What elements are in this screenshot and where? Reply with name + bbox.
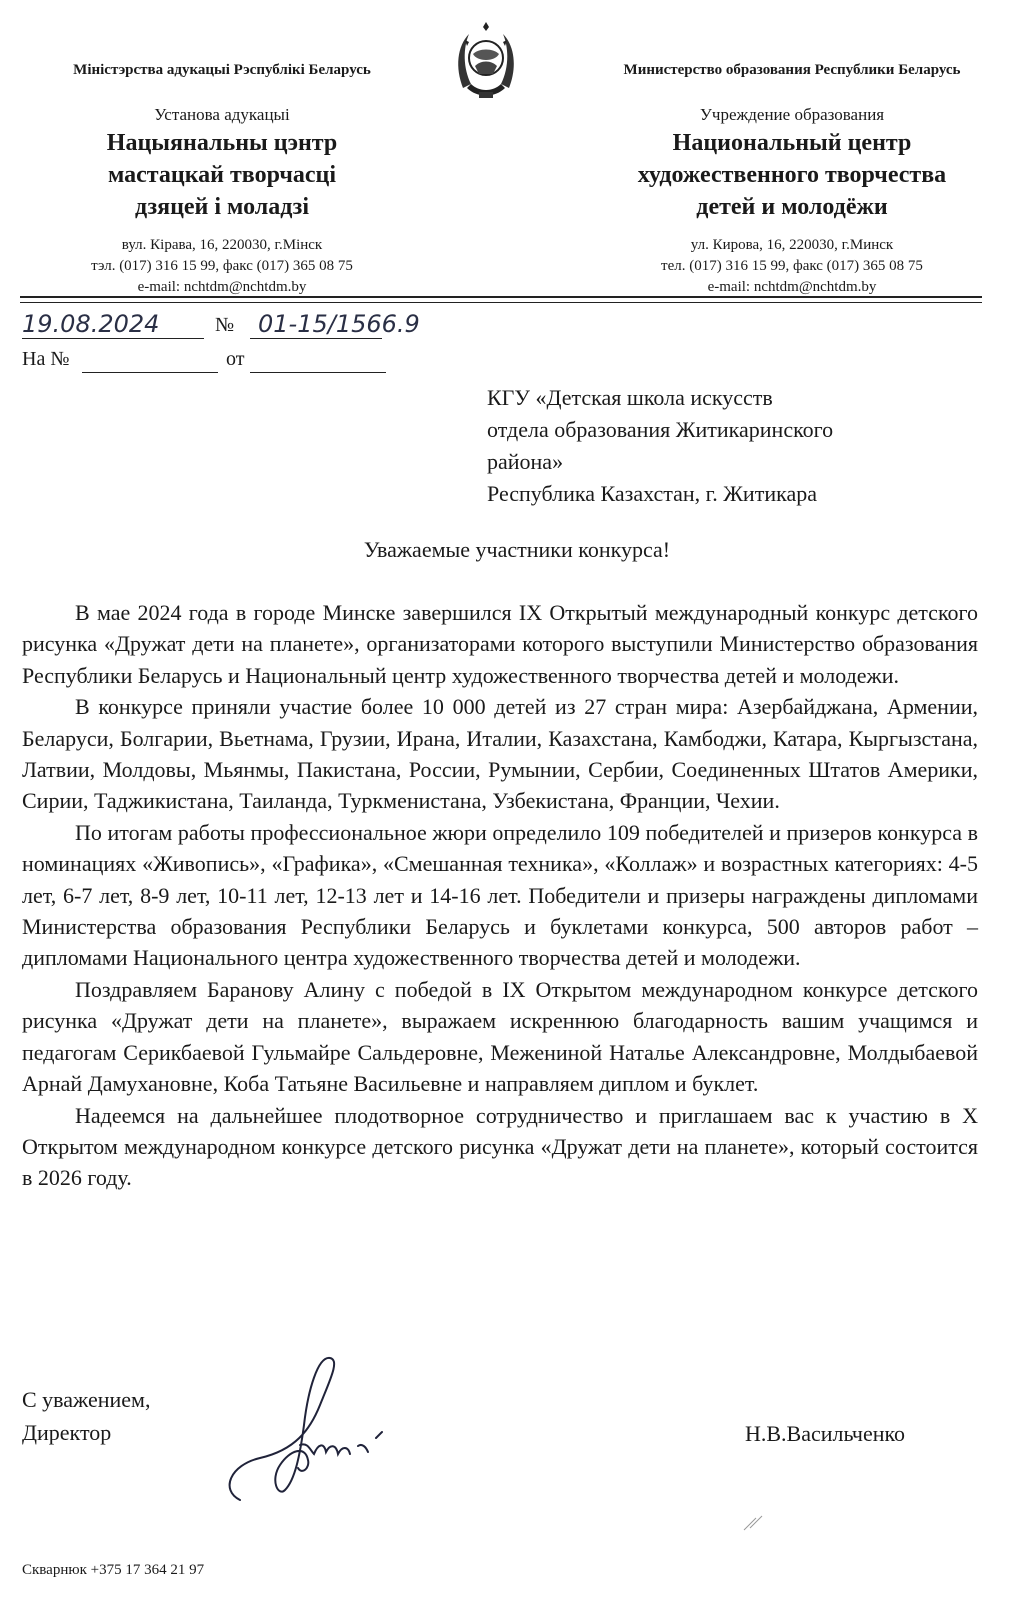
institution-name-ru (582, 127, 1002, 223)
institution-type-ru: Учреждение образования (699, 105, 885, 124)
body-paragraph: По итогам работы профессиональное жюри определило 109 победителей и призеров конкурса в номинациях «Живопись», «Графика», «Смешанная техника», «Коллаж» и возрастных категориях: 4-5 лет, 6-7 лет, 8-9 лет, 10-11 лет, 12-13 лет и 14-16 лет. Победители и призеры награждены дипломами Министерства образования Республики Беларусь и буклетами конкурса, 500 авторов работ – дипломами Национального центра художественного творчества детей и молодежи. (22, 819, 978, 971)
salutation: Уважаемые участники конкурса! (363, 537, 671, 562)
number-underline (250, 338, 382, 339)
recipient-line: Республика Казахстан, г. Житикара (487, 481, 817, 506)
institution-name-by (22, 127, 422, 223)
recipient-line: КГУ «Детская школа искусств (487, 385, 773, 410)
institution-name-line: Нацыянальны цэнтр (106, 130, 338, 156)
ministry-name-ru: Министерство образования Республики Беларусь (623, 62, 961, 78)
header-divider (20, 296, 982, 298)
pen-mark-icon (740, 1510, 772, 1534)
outgoing-date: 19.08.2024 (22, 310, 160, 338)
address-ru (582, 235, 1002, 298)
signature-icon (200, 1350, 430, 1520)
institution-name-line: Национальный центр (672, 130, 912, 156)
email-line: e-mail: nchtdm@nchtdm.by (707, 279, 877, 295)
institution-name-line: дзяцей і моладзі (135, 194, 309, 220)
institution-name-line: мастацкай творчасці (107, 162, 337, 188)
state-emblem-icon (453, 18, 519, 104)
reply-to-label: На № (22, 348, 70, 370)
executor-contact: Скварнюк +375 17 364 21 97 (22, 1562, 205, 1578)
reply-number-underline (82, 372, 218, 373)
phone-line: тэл. (017) 316 15 99, факс (017) 365 08 75 (91, 258, 353, 274)
recipient-line: отдела образования Житикаринского (487, 417, 834, 442)
signer-position: Директор (22, 1420, 112, 1445)
recipient-line: района» (487, 449, 564, 474)
body-paragraph: В мае 2024 года в городе Минске завершился IX Открытый международный конкурс детского рисунка «Дружат дети на планете», организаторами которого выступили Министерство образования Республики Беларусь и Национальный центр художественного творчества детей и молодежи. (22, 600, 978, 688)
closing-regards: С уважением, (22, 1387, 151, 1412)
header-right (582, 62, 1002, 298)
header-divider-thin (20, 302, 982, 303)
body-paragraph: Надеемся на дальнейшее плодотворное сотрудничество и приглашаем вас к участию в X Открытом международном конкурсе детского рисунка «Дружат дети на планете», который состоится в 2026 году. (22, 1102, 978, 1191)
outgoing-number: 01-15/1566.9 (258, 310, 420, 338)
number-label: № (215, 314, 235, 336)
address-line: вул. Кірава, 16, 220030, г.Мінск (121, 237, 323, 253)
header-left (22, 62, 422, 298)
date-underline (22, 338, 204, 339)
body-paragraph: Поздравляем Баранову Алину с победой в IX Открытом международном конкурсе детского рисунка «Дружат дети на планете», выражаем искреннюю благодарность вашим учащимся и педагогам Серикбаевой Гульмайре Сальдеровне, Межениной Наталье Александровне, Молдыбаевой Арнай Дамухановне, Коба Татьяне Васильевне и направляем диплом и буклет. (22, 976, 978, 1097)
reply-date-underline (250, 372, 386, 373)
signer-name: Н.В.Васильченко (745, 1421, 906, 1446)
institution-name-line: детей и молодёжи (696, 194, 888, 220)
institution-name-line: художественного творчества (637, 162, 947, 188)
email-line: e-mail: nchtdm@nchtdm.by (137, 279, 307, 295)
institution-type-by: Установа адукацыі (154, 105, 290, 124)
ministry-name-by: Міністэрства адукацыі Рэспублікі Беларусь (73, 62, 371, 78)
recipient-block (487, 382, 987, 510)
closing-block (22, 1383, 150, 1449)
address-by (22, 235, 422, 298)
reply-date-label: от (226, 348, 245, 370)
address-line: ул. Кирова, 16, 220030, г.Минск (690, 237, 894, 253)
body-paragraph: В конкурсе приняли участие более 10 000 детей из 27 стран мира: Азербайджана, Армении, Беларуси, Болгарии, Вьетнама, Грузии, Ирана, Италии, Казахстана, Камбоджи, Катара, Кыргызстана, Латвии, Молдовы, Мьянмы, Пакистана, России, Румынии, Сербии, Соединенных Штатов Америки, Сирии, Таджикистана, Таиланда, Туркменистана, Узбекистана, Франции, Чехии. (22, 694, 978, 814)
phone-line: тел. (017) 316 15 99, факс (017) 365 08 75 (661, 258, 923, 274)
letter-body (22, 597, 978, 1194)
